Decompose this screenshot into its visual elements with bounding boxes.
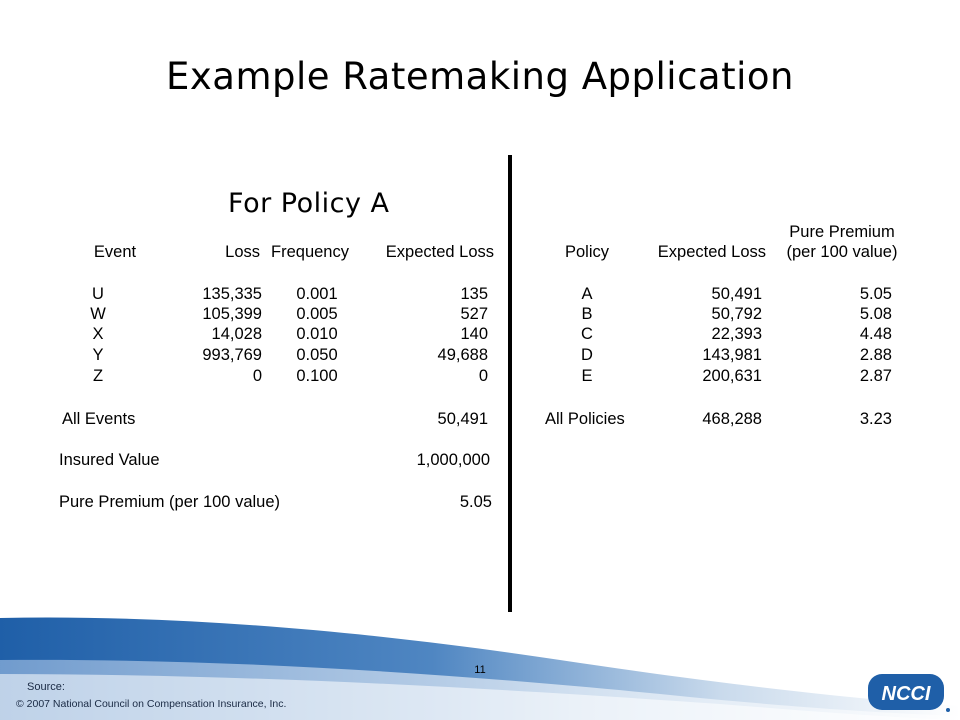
- header-event: Event: [93, 243, 137, 261]
- frequency-cell: 0.005: [296, 305, 338, 323]
- policy-cell: C: [581, 325, 593, 343]
- expected-loss-cell: 50,792: [711, 305, 762, 323]
- pure-premium-value: 5.05: [459, 493, 492, 511]
- frequency-cell: 0.001: [296, 285, 338, 303]
- insured-value-label: Insured Value: [59, 451, 160, 469]
- all-events-value: 50,491: [437, 410, 488, 428]
- all-policies-label: All Policies: [545, 410, 625, 428]
- event-cell: X: [92, 325, 104, 343]
- all-events-label: All Events: [62, 410, 136, 428]
- event-cell: Z: [92, 367, 104, 385]
- pure-premium-cell: 4.48: [859, 325, 892, 343]
- event-cell: Y: [92, 346, 104, 364]
- loss-cell: 0: [252, 367, 262, 385]
- pure-premium-cell: 5.05: [859, 285, 892, 303]
- policy-cell: B: [581, 305, 593, 323]
- policy-cell: A: [581, 285, 593, 303]
- loss-cell: 135,335: [202, 285, 262, 303]
- left-subtitle: For Policy A: [228, 188, 390, 219]
- expected-loss-cell: 135: [460, 285, 488, 303]
- expected-loss-cell: 140: [460, 325, 488, 343]
- expected-loss-cell: 0: [478, 367, 488, 385]
- header-per-100-value: (per 100 value): [786, 243, 898, 261]
- loss-cell: 993,769: [202, 346, 262, 364]
- copyright-text: © 2007 National Council on Compensation Insurance, Inc.: [16, 698, 287, 710]
- expected-loss-cell: 22,393: [711, 325, 762, 343]
- frequency-cell: 0.010: [296, 325, 338, 343]
- vertical-divider: [508, 155, 512, 612]
- source-label: Source:: [27, 681, 65, 693]
- frequency-cell: 0.100: [296, 367, 338, 385]
- insured-value: 1,000,000: [416, 451, 490, 469]
- expected-loss-cell: 50,491: [711, 285, 762, 303]
- header-pure-premium: Pure Premium: [789, 223, 895, 241]
- policy-cell: D: [581, 346, 593, 364]
- policy-cell: E: [581, 367, 593, 385]
- ncci-logo: [866, 668, 952, 716]
- expected-loss-cell: 49,688: [437, 346, 488, 364]
- pure-premium-cell: 5.08: [859, 305, 892, 323]
- header-loss: Loss: [225, 243, 260, 261]
- loss-cell: 14,028: [211, 325, 262, 343]
- header-expected-loss-right: Expected Loss: [657, 243, 766, 261]
- loss-cell: 105,399: [202, 305, 262, 323]
- frequency-cell: 0.050: [296, 346, 338, 364]
- slide-title: Example Ratemaking Application: [166, 55, 794, 98]
- pure-premium-cell: 2.87: [859, 367, 892, 385]
- header-frequency: Frequency: [271, 243, 349, 261]
- event-cell: U: [92, 285, 104, 303]
- expected-loss-cell: 200,631: [702, 367, 762, 385]
- pure-premium-label: Pure Premium (per 100 value): [59, 493, 281, 511]
- all-policies-pure-premium: 3.23: [859, 410, 892, 428]
- header-policy: Policy: [564, 243, 609, 261]
- page-number: 11: [474, 664, 486, 676]
- expected-loss-cell: 527: [460, 305, 488, 323]
- pure-premium-cell: 2.88: [859, 346, 892, 364]
- expected-loss-cell: 143,981: [702, 346, 762, 364]
- header-expected-loss: Expected Loss: [385, 243, 494, 261]
- event-cell: W: [90, 305, 106, 323]
- all-policies-expected-loss: 468,288: [702, 410, 762, 428]
- svg-text:NCCI: NCCI: [881, 683, 931, 705]
